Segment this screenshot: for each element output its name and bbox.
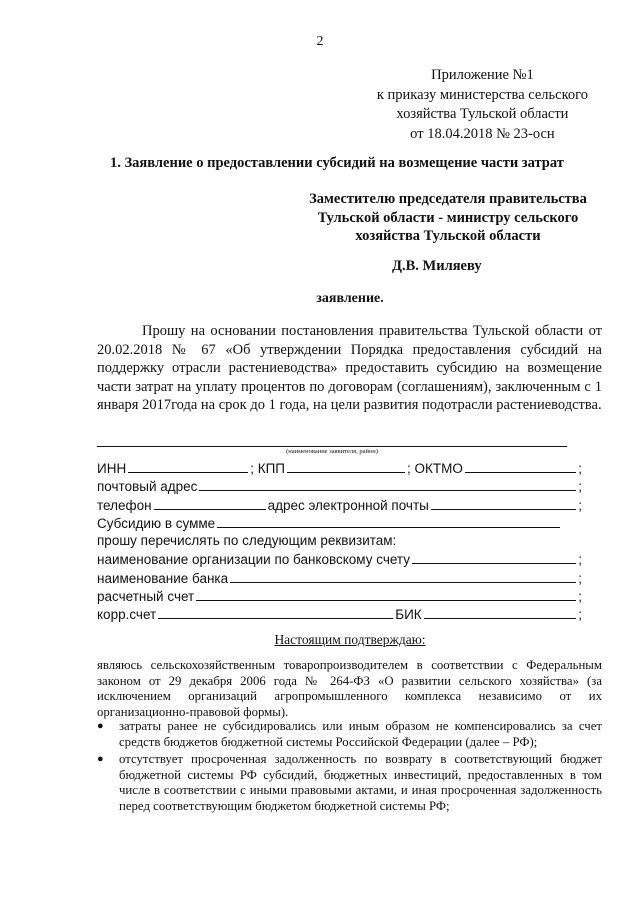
- org-name-field[interactable]: [412, 551, 576, 564]
- bank-name-field[interactable]: [230, 570, 576, 583]
- separator: ;: [578, 570, 582, 586]
- list-item: [97, 719, 602, 750]
- separator: ;: [578, 497, 582, 513]
- email-label: адрес электронной почты: [267, 497, 429, 513]
- separator: ;: [578, 461, 582, 476]
- bik-field[interactable]: [424, 606, 577, 619]
- bullet-icon: ●: [97, 753, 104, 765]
- confirm-paragraph: являюсь сельскохозяйственным товаропроизводителем в соответствии с Федеральным законом от 29 декабря 2006 года № 264-ФЗ «О развитии сельского хозяйства» (за исключением организаций агропромышленного комплекса независимо от их организационно-правовой формы).: [97, 658, 602, 719]
- applicant-name-field[interactable]: [97, 440, 567, 447]
- list-item-text: отсутствует просроченная задолженность по возврату в соответствующий бюджет бюджетной системы РФ субсидий, бюджетных инвестиций, предоставленных в том числе в соответствии с иными правовыми актами, и иная просроченная задолженность перед соответствующим бюджетом бюджетной системы РФ;: [119, 752, 602, 813]
- org-name-label: наименование организации по банковскому счету: [97, 552, 411, 568]
- bullet-icon: ●: [97, 720, 104, 732]
- separator: ;: [578, 589, 582, 605]
- form-row-corr: [97, 606, 582, 624]
- corr-account-label: корр.счет: [97, 607, 157, 623]
- form-row-postal: [97, 478, 582, 496]
- kpp-label: ; КПП: [250, 461, 285, 476]
- phone-field[interactable]: [154, 497, 266, 510]
- separator: ;: [578, 552, 582, 568]
- bank-name-label: наименование банка: [97, 570, 229, 586]
- form-row-bank: [97, 570, 582, 588]
- list-item-text: затраты ранее не субсидировались или иным образом не компенсировались за счет средств бюджетов бюджетной системы Российской Федерации (далее – РФ);: [119, 719, 602, 749]
- appendix-line: к приказу министерства сельского: [376, 86, 588, 103]
- form-row-ids: [97, 460, 582, 478]
- subsidy-amount-field[interactable]: [217, 515, 560, 528]
- addressee-name: Д.В. Миляеву: [392, 258, 482, 274]
- addressee-line: хозяйства Тульской области: [355, 228, 541, 244]
- form-row-amount: [97, 515, 582, 533]
- addressee-line: Заместителю председателя правительства: [309, 191, 587, 207]
- addressee-block: [288, 190, 608, 246]
- form-row-account: [97, 588, 582, 606]
- bik-label: БИК: [395, 607, 422, 623]
- statement-title: заявление.: [316, 291, 384, 306]
- appendix-line: хозяйства Тульской области: [396, 106, 569, 122]
- kpp-field[interactable]: [287, 460, 405, 473]
- transfer-request-text: прошу перечислять по следующим реквизитам:: [97, 533, 397, 549]
- separator: ;: [578, 607, 582, 623]
- appendix-header: [377, 66, 588, 144]
- separator: ;: [578, 479, 582, 495]
- postal-address-field[interactable]: [199, 478, 576, 491]
- account-label: расчетный счет: [97, 589, 195, 605]
- corr-account-field[interactable]: [158, 606, 393, 619]
- phone-label: телефон: [97, 497, 152, 513]
- oktmo-label: ; ОКТМО: [406, 461, 463, 476]
- statement-paragraph: Прошу на основании постановления правительства Тульской области от 20.02.2018 № 67 «Об утверждении Порядка предоставления субсидий на поддержку отрасли растениеводства» предоставить субсидию на возмещение части затрат на уплату процентов по договорам (соглашениям), заключенным с 1 января 2017года на срок до 1 года, на цели развития подотрасли растениеводства.: [97, 323, 602, 413]
- inn-field[interactable]: [128, 460, 248, 473]
- appendix-line: Приложение №1: [431, 67, 534, 83]
- addressee-line: Тульской области - министру сельского: [317, 209, 579, 226]
- section-title: 1. Заявление о предоставлении субсидий на возмещение части затрат: [110, 155, 564, 171]
- email-field[interactable]: [431, 497, 576, 510]
- form-row-org: [97, 551, 582, 569]
- subsidy-amount-label: Субсидию в сумме: [97, 515, 216, 531]
- confirm-heading: Настоящим подтверждаю:: [274, 632, 426, 647]
- form-row-transfer: [97, 533, 582, 551]
- oktmo-field[interactable]: [465, 460, 576, 473]
- page-number: 2: [316, 34, 324, 49]
- list-item: [97, 752, 602, 814]
- confirm-bullet-list: [97, 719, 602, 816]
- requisites-form: [97, 460, 582, 625]
- account-field[interactable]: [196, 588, 576, 601]
- postal-address-label: почтовый адрес: [97, 479, 198, 495]
- appendix-line: от 18.04.2018 № 23-осн: [410, 125, 555, 142]
- inn-label: ИНН: [97, 461, 127, 476]
- form-row-contacts: [97, 497, 582, 515]
- applicant-name-caption: (наименование заявителя, район): [286, 448, 378, 455]
